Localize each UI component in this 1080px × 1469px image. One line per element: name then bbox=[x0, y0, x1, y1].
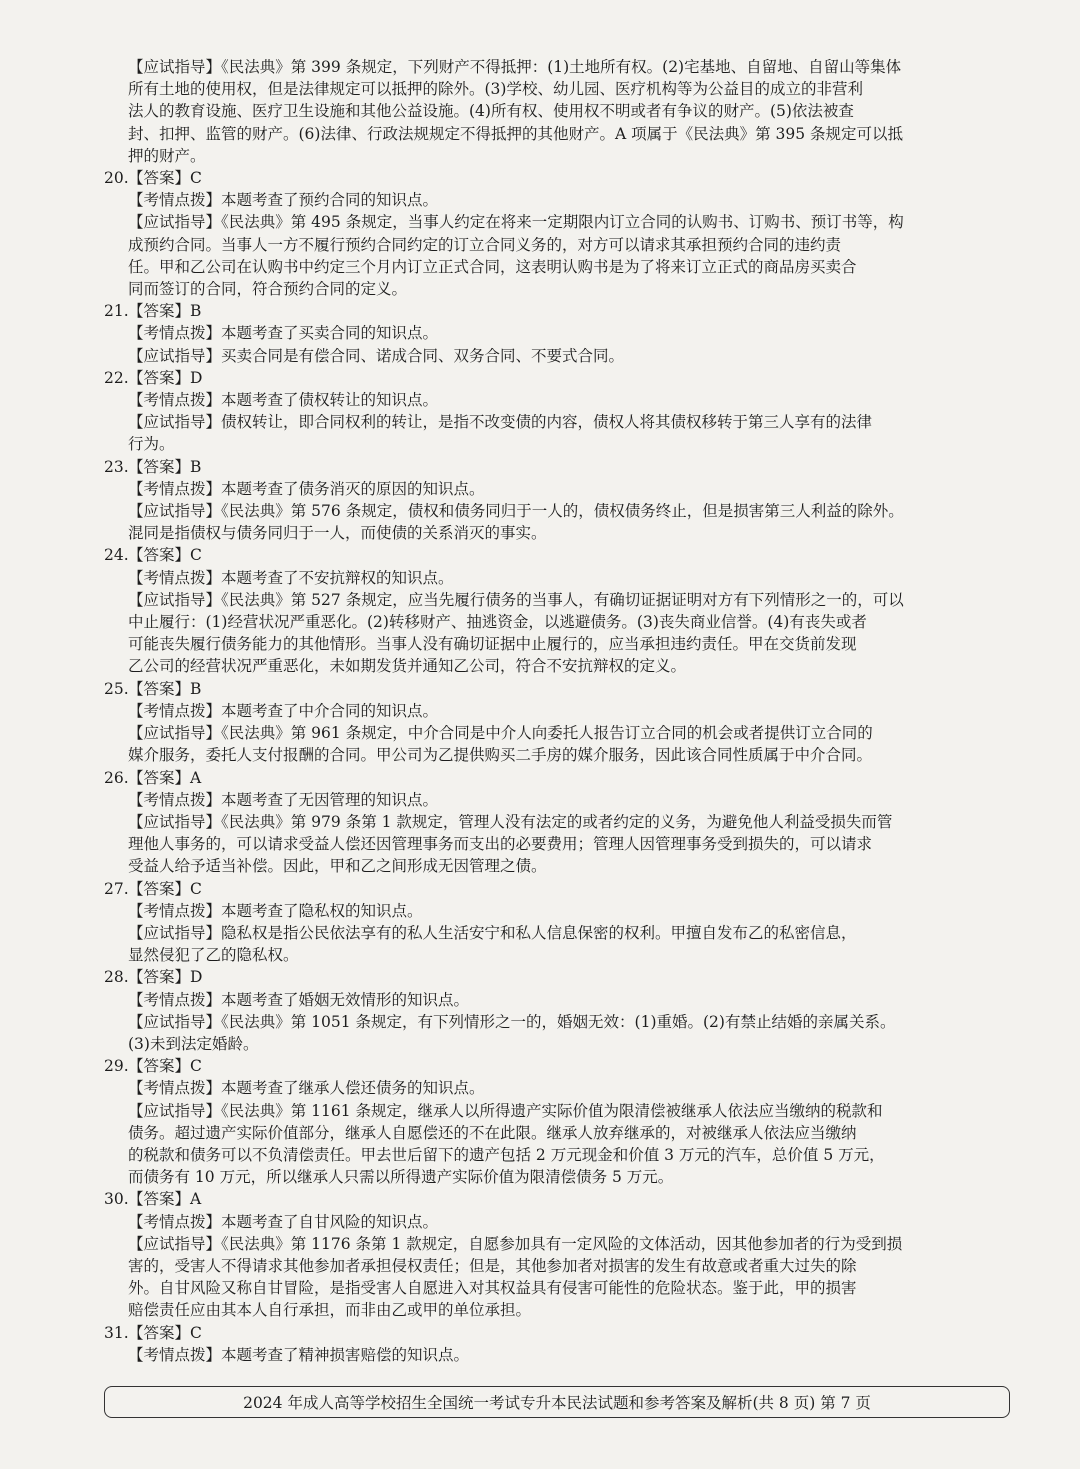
question-number: 23. bbox=[104, 457, 129, 476]
explanation-line: 【应试指导】《民法典》第 979 条第 1 款规定，管理人没有法定的或者约定的义务，为避免他人利益受损失而管 bbox=[128, 812, 893, 831]
explanation-line: 的税款和债务可以不负清偿责任。甲去世后留下的遗产包括 2 万元现金和价值 3 万元的汽车，总价值 5 万元， bbox=[128, 1145, 885, 1164]
explanation-line: 【考情点拨】本题考查了自甘风险的知识点。 bbox=[128, 1212, 439, 1231]
question-block bbox=[104, 456, 1016, 545]
explanation-line: 理他人事务的，可以请求受益人偿还因管理事务而支出的必要费用；管理人因管理事务受到损失的，可以请求 bbox=[128, 835, 873, 854]
explanation-line: 混同是指债权与债务同归于一人，而使债的关系消灭的事实。 bbox=[128, 524, 547, 543]
explanation-line: 成预约合同。当事人一方不履行预约合同约定的订立合同义务的，对方可以请求其承担预约合同的违约责 bbox=[128, 235, 842, 254]
explanation-line: 【考情点拨】本题考查了不安抗辩权的知识点。 bbox=[128, 568, 454, 587]
question-number: 29. bbox=[104, 1057, 129, 1076]
explanation-line: 受益人给予适当补偿。因此，甲和乙之间形成无因管理之债。 bbox=[128, 857, 547, 876]
explanation-line: 害的，受害人不得请求其他参加者承担侵权责任；但是，其他参加者对损害的发生有故意或者重大过失的除 bbox=[128, 1256, 857, 1275]
question-number: 22. bbox=[104, 368, 129, 387]
question-number: 20. bbox=[104, 169, 129, 188]
answer-label: 【答案】B bbox=[128, 679, 202, 698]
explanation-line: 行为。 bbox=[128, 435, 175, 454]
answer-line bbox=[104, 966, 1016, 988]
question-list bbox=[104, 167, 1016, 1366]
explanation-line: 赔偿责任应由其本人自行承担，而非由乙或甲的单位承担。 bbox=[128, 1301, 532, 1320]
question-block bbox=[104, 678, 1016, 767]
question-block bbox=[104, 1188, 1016, 1321]
question-block bbox=[104, 167, 1016, 300]
question-block bbox=[104, 966, 1016, 1055]
explanation-line: 显然侵犯了乙的隐私权。 bbox=[128, 946, 299, 965]
question-block bbox=[104, 367, 1016, 456]
explanation-line: 【应试指导】《民法典》第 1161 条规定，继承人以所得遗产实际价值为限清偿被继承人依法应当缴纳的税款和 bbox=[128, 1101, 883, 1120]
explanation-line: 【考情点拨】本题考查了买卖合同的知识点。 bbox=[128, 324, 439, 343]
intro-block bbox=[104, 56, 1016, 167]
explanation-line: 可能丧失履行债务能力的其他情形。当事人没有确切证据中止履行的，应当承担违约责任。甲在交货前发现 bbox=[128, 635, 857, 654]
question-block bbox=[104, 878, 1016, 967]
question-number: 27. bbox=[104, 879, 129, 898]
question-number: 31. bbox=[104, 1323, 129, 1342]
answer-line bbox=[104, 767, 1016, 789]
explanation-line: 媒介服务，委托人支付报酬的合同。甲公司为乙提供购买二手房的媒介服务，因此该合同性质属于中介合同。 bbox=[128, 746, 873, 765]
answer-label: 【答案】D bbox=[128, 968, 203, 987]
answer-label: 【答案】B bbox=[128, 302, 202, 321]
answer-line bbox=[104, 544, 1016, 566]
explanation-line: 【应试指导】隐私权是指公民依法享有的私人生活安宁和私人信息保密的权利。甲擅自发布乙的私密信息， bbox=[128, 923, 857, 942]
explanation-line: 【应试指导】《民法典》第 1176 条第 1 款规定，自愿参加具有一定风险的文体活动，因其他参加者的行为受到损 bbox=[128, 1234, 903, 1253]
explanation-line: 【考情点拨】本题考查了预约合同的知识点。 bbox=[128, 191, 439, 210]
question-number: 25. bbox=[104, 679, 129, 698]
explanation-line: 【应试指导】《民法典》第 1051 条规定，有下列情形之一的，婚姻无效：(1)重婚。(2)有禁止结婚的亲属关系。 bbox=[128, 1012, 896, 1031]
explanation-line: 【考情点拨】本题考查了精神损害赔偿的知识点。 bbox=[128, 1345, 470, 1364]
explanation-line: 【应试指导】《民法典》第 527 条规定，应当先履行债务的当事人，有确切证据证明对方有下列情形之一的，可以 bbox=[128, 590, 904, 609]
question-block bbox=[104, 544, 1016, 677]
explanation-line: (3)未到法定婚龄。 bbox=[128, 1034, 259, 1053]
answer-line bbox=[104, 456, 1016, 478]
intro-line: 【应试指导】《民法典》第 399 条规定，下列财产不得抵押：(1)土地所有权。(2)宅基地、自留地、自留山等集体 bbox=[128, 58, 902, 76]
explanation-line: 【应试指导】《民法典》第 961 条规定，中介合同是中介人向委托人报告订立合同的机会或者提供订立合同的 bbox=[128, 724, 873, 743]
explanation-line: 中止履行：(1)经营状况严重恶化。(2)转移财产、抽逃资金，以逃避债务。(3)丧失商业信誉。(4)有丧失或者 bbox=[128, 613, 867, 632]
explanation-line: 【考情点拨】本题考查了婚姻无效情形的知识点。 bbox=[128, 990, 470, 1009]
question-number: 28. bbox=[104, 968, 129, 987]
question-block bbox=[104, 1322, 1016, 1366]
answer-label: 【答案】A bbox=[128, 1190, 202, 1209]
explanation-line: 【考情点拨】本题考查了债务消灭的原因的知识点。 bbox=[128, 479, 485, 498]
answer-label: 【答案】C bbox=[128, 546, 202, 565]
answer-line bbox=[104, 367, 1016, 389]
explanation-line: 而债务有 10 万元，所以继承人只需以所得遗产实际价值为限清偿债务 5 万元。 bbox=[128, 1168, 674, 1187]
intro-line: 封、扣押、监管的财产。(6)法律、行政法规规定不得抵押的其他财产。A 项属于《民法典》第 395 条规定可以抵 bbox=[128, 124, 904, 143]
question-number: 30. bbox=[104, 1190, 129, 1209]
answer-label: 【答案】C bbox=[128, 879, 202, 898]
answer-line bbox=[104, 878, 1016, 900]
question-number: 21. bbox=[104, 302, 129, 321]
explanation-line: 同而签订的合同，符合预约合同的定义。 bbox=[128, 280, 408, 299]
explanation-line: 【应试指导】《民法典》第 495 条规定，当事人约定在将来一定期限内订立合同的认购书、订购书、预订书等，构 bbox=[128, 213, 904, 232]
answer-label: 【答案】C bbox=[128, 1057, 202, 1076]
question-block bbox=[104, 1055, 1016, 1188]
answer-label: 【答案】C bbox=[128, 1323, 202, 1342]
question-block bbox=[104, 300, 1016, 367]
page-footer: 2024 年成人高等学校招生全国统一考试专升本民法试题和参考答案及解析(共 8 页) 第 7 页 bbox=[104, 1386, 1010, 1418]
explanation-line: 【考情点拨】本题考查了无因管理的知识点。 bbox=[128, 790, 439, 809]
answer-label: 【答案】B bbox=[128, 457, 202, 476]
explanation-line: 【应试指导】《民法典》第 576 条规定，债权和债务同归于一人的，债权债务终止，但是损害第三人利益的除外。 bbox=[128, 502, 904, 521]
answer-line bbox=[104, 167, 1016, 189]
explanation-line: 【应试指导】债权转让，即合同权利的转让，是指不改变债的内容，债权人将其债权移转于第三人享有的法律 bbox=[128, 413, 873, 432]
question-block bbox=[104, 767, 1016, 878]
answer-line bbox=[104, 1055, 1016, 1077]
intro-line: 法人的教育设施、医疗卫生设施和其他公益设施。(4)所有权、使用权不明或者有争议的财产。(5)依法被查 bbox=[128, 102, 854, 121]
answer-label: 【答案】D bbox=[128, 368, 203, 387]
explanation-line: 【考情点拨】本题考查了中介合同的知识点。 bbox=[128, 701, 439, 720]
question-number: 26. bbox=[104, 768, 129, 787]
answer-line bbox=[104, 678, 1016, 700]
explanation-line: 【考情点拨】本题考查了继承人偿还债务的知识点。 bbox=[128, 1079, 485, 1098]
explanation-line: 外。自甘风险又称自甘冒险，是指受害人自愿进入对其权益具有侵害可能性的危险状态。鉴于此，甲的损害 bbox=[128, 1279, 857, 1298]
explanation-line: 乙公司的经营状况严重恶化，未如期发货并通知乙公司，符合不安抗辩权的定义。 bbox=[128, 657, 687, 676]
intro-line: 押的财产。 bbox=[128, 146, 206, 165]
page-content bbox=[104, 56, 1016, 1366]
explanation-line: 【应试指导】买卖合同是有偿合同、诺成合同、双务合同、不要式合同。 bbox=[128, 346, 625, 365]
explanation-line: 【考情点拨】本题考查了隐私权的知识点。 bbox=[128, 901, 423, 920]
answer-line bbox=[104, 1322, 1016, 1344]
answer-label: 【答案】C bbox=[128, 169, 202, 188]
answer-label: 【答案】A bbox=[128, 768, 202, 787]
explanation-line: 【考情点拨】本题考查了债权转让的知识点。 bbox=[128, 391, 439, 410]
answer-line bbox=[104, 300, 1016, 322]
answer-line bbox=[104, 1188, 1016, 1210]
explanation-line: 债务。超过遗产实际价值部分，继承人自愿偿还的不在此限。继承人放弃继承的，对被继承人依法应当缴纳 bbox=[128, 1123, 857, 1142]
intro-line: 所有土地的使用权，但是法律规定可以抵押的除外。(3)学校、幼儿园、医疗机构等为公益目的成立的非营利 bbox=[128, 80, 863, 99]
explanation-line: 任。甲和乙公司在认购书中约定三个月内订立正式合同，这表明认购书是为了将来订立正式的商品房买卖合 bbox=[128, 257, 857, 276]
question-number: 24. bbox=[104, 546, 129, 565]
